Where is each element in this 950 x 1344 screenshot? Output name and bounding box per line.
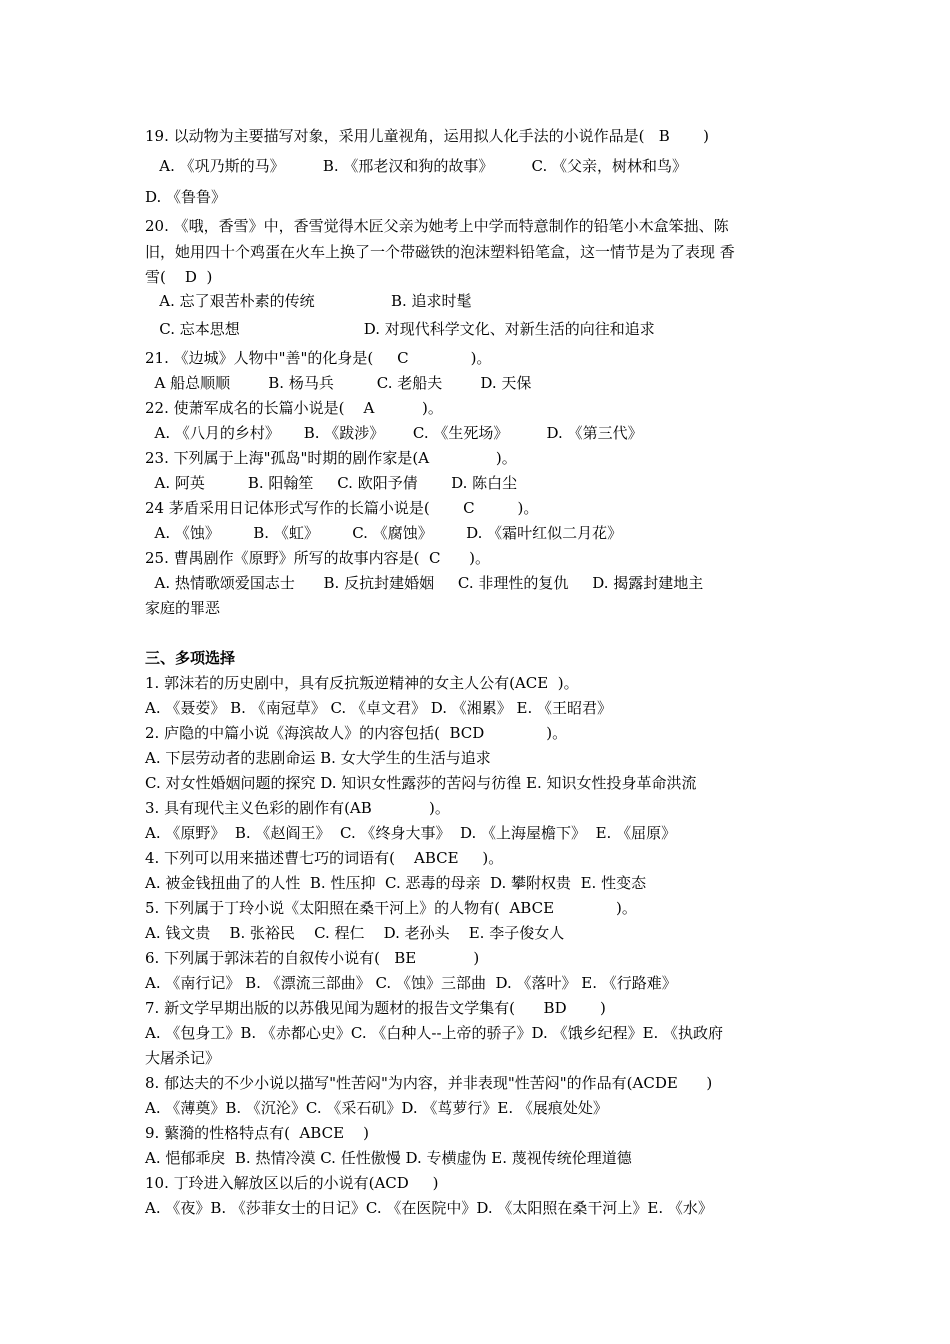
q23-stem: 23. 下列属于上海"孤岛"时期的剧作家是(A )。	[145, 449, 517, 467]
mq2-options-cde: C. 对女性婚姻问题的探究 D. 知识女性露莎的苦闷与彷徨 E. 知识女性投身革命洪流	[145, 774, 697, 792]
mq7-options-cont: 大屠杀记》	[145, 1049, 221, 1067]
q20-stem-line1: 20. 《哦，香雪》中，香雪觉得木匠父亲为她考上中学而特意制作的铅笔小木盒笨拙、陈	[145, 217, 729, 235]
mq5-stem: 5. 下列属于丁玲小说《太阳照在桑干河上》的人物有( ABCE )。	[145, 899, 637, 917]
q25-options-cont: 家庭的罪恶	[145, 599, 221, 617]
mq3-options: A. 《原野》 B. 《赵阎王》 C. 《终身大事》 D. 《上海屋檐下》 E. 《屈原》	[145, 824, 677, 842]
mq1-stem: 1. 郭沫若的历史剧中，具有反抗叛逆精神的女主人公有(ACE )。	[145, 674, 579, 692]
q25-stem: 25. 曹禺剧作《原野》所写的故事内容是( C )。	[145, 549, 490, 567]
mq5-options: A. 钱文贵 B. 张裕民 C. 程仁 D. 老孙头 E. 李子俊女人	[145, 924, 565, 942]
mq1-options: A. 《聂荌》 B. 《南冠草》 C. 《卓文君》 D. 《湘累》 E. 《王昭君》	[145, 699, 612, 717]
q20-options-ab: A. 忘了艰苦朴素的传统 B. 追求时髦	[145, 292, 472, 310]
q25-options: A. 热情歌颂爱国志士 B. 反抗封建婚姻 C. 非理性的复仇 D. 揭露封建地主	[145, 574, 704, 592]
q20-stem-line2: 旧，她用四十个鸡蛋在火车上换了一个带磁铁的泡沫塑料铅笔盒，这一情节是为了表现 香	[145, 243, 735, 261]
q24-options: A. 《蚀》 B. 《虹》 C. 《腐蚀》 D. 《霜叶红似二月花》	[145, 524, 623, 542]
q24-stem: 24 茅盾采用日记体形式写作的长篇小说是( C )。	[145, 499, 539, 517]
mq7-options: A. 《包身工》B. 《赤都心史》C. 《白种人--上帝的骄子》D. 《饿乡纪程》E. 《执政府	[145, 1024, 724, 1042]
q19-options: A. 《巩乃斯的马》 B. 《邢老汉和狗的故事》 C. 《父亲，树林和鸟》	[145, 157, 688, 175]
mq2-stem: 2. 庐隐的中篇小说《海滨故人》的内容包括( BCD )。	[145, 724, 568, 742]
mq6-stem: 6. 下列属于郭沫若的自叙传小说有( BE )	[145, 949, 480, 967]
section-heading: 三、多项选择	[145, 649, 236, 667]
mq4-options: A. 被金钱扭曲了的人性 B. 性压抑 C. 恶毒的母亲 D. 攀附权贵 E. 性变态	[145, 874, 647, 892]
q22-options: A. 《八月的乡村》 B. 《跋涉》 C. 《生死场》 D. 《第三代》	[145, 424, 643, 442]
q19-option-d: D. 《鲁鲁》	[145, 188, 227, 206]
mq9-stem: 9. 蘩漪的性格特点有( ABCE )	[145, 1124, 369, 1142]
q23-options: A. 阿英 B. 阳翰笙 C. 欧阳予倩 D. 陈白尘	[145, 474, 518, 492]
mq2-options-ab: A. 下层劳动者的悲剧命运 B. 女大学生的生活与追求	[145, 749, 491, 767]
q21-stem: 21. 《边城》人物中"善"的化身是( C )。	[145, 349, 492, 367]
mq10-stem: 10. 丁玲进入解放区以后的小说有(ACD )	[145, 1174, 439, 1192]
mq9-options: A. 悒郁乖戾 B. 热情冷漠 C. 任性傲慢 D. 专横虚伪 E. 蔑视传统伦理道德	[145, 1149, 632, 1167]
q22-stem: 22. 使萧军成名的长篇小说是( A )。	[145, 399, 443, 417]
mq7-stem: 7. 新文学早期出版的以苏俄见闻为题材的报告文学集有( BD )	[145, 999, 606, 1017]
q20-options-cd: C. 忘本思想 D. 对现代科学文化、对新生活的向往和追求	[145, 320, 655, 338]
q21-options: A 船总顺顺 B. 杨马兵 C. 老船夫 D. 天保	[145, 374, 532, 392]
q20-stem-line3: 雪( D )	[145, 268, 213, 286]
mq8-stem: 8. 郁达夫的不少小说以描写"性苦闷"为内容，并非表现"性苦闷"的作品有(ACDE )	[145, 1074, 713, 1092]
q19-stem: 19. 以动物为主要描写对象，采用儿童视角，运用拟人化手法的小说作品是( B )	[145, 127, 710, 145]
mq3-stem: 3. 具有现代主义色彩的剧作有(AB )。	[145, 799, 450, 817]
mq8-options: A. 《薄奠》B. 《沉沦》C. 《采石矶》D. 《茑萝行》E. 《展痕处处》	[145, 1099, 608, 1117]
mq4-stem: 4. 下列可以用来描述曹七巧的词语有( ABCE )。	[145, 849, 504, 867]
mq10-options: A. 《夜》B. 《莎菲女士的日记》C. 《在医院中》D. 《太阳照在桑干河上》E. 《水》	[145, 1199, 713, 1217]
mq6-options: A. 《南行记》 B. 《漂流三部曲》 C. 《蚀》三部曲 D. 《落叶》 E. 《行路难》	[145, 974, 677, 992]
